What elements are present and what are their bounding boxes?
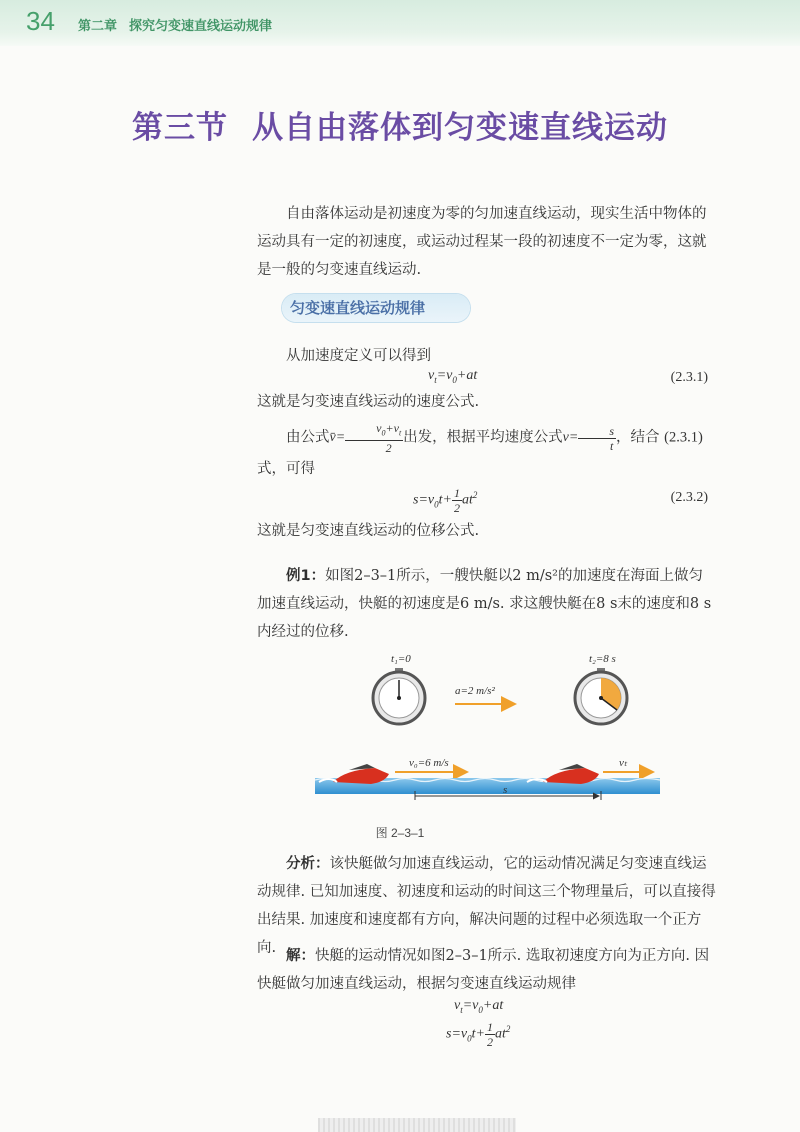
velocity-formula: $v_t=v_0+at$ [428,368,478,385]
stopwatch-end-icon [575,668,627,724]
figure-caption: 图 2–3–1 [375,826,425,840]
solution-displacement-formula: $s=v_0t+$ $\frac{1}{2}$ $at^2$ [446,1020,511,1049]
example-text: 如图2–3–1所示，一艘快艇以2 m/s²的加速度在海面上做匀加速直线运动，快艇的初速度是6 m/s. 求这艘快艇在8 s末的速度和8 s内经过的位移. [257,568,712,640]
chapter-label [78,15,284,34]
mean-velocity-fraction: $\frac{v_0+v_t}{2}$ [345,421,403,455]
analysis-label: 分析： [286,856,330,872]
half-fraction: $\frac{1}{2}$ [453,486,460,515]
section-title [0,102,800,147]
derivation-line-1: 从加速度定义可以得到 [286,348,431,364]
derivation-line-3-end: 式，可得 [257,461,315,477]
solution-paragraph [257,942,717,998]
stopwatch-start-icon [373,668,425,724]
derivation-line-3 [257,421,737,455]
text-from-formula: 由公式 [286,429,330,446]
subheading-pill: 匀变速直线运动规律 [282,294,470,322]
example-label: 例1： [286,568,326,584]
example-paragraph [257,562,717,646]
chapter-number: 第二章 [78,19,118,34]
t1-label: t₁=0 [391,653,411,665]
derivation-line-4: 这就是匀变速直线运动的位移公式. [257,523,480,539]
solution-label: 解： [286,948,315,964]
solution-half-fraction: $\frac{1}{2}$ [486,1020,493,1049]
analysis-text: 该快艇做匀加速直线运动，它的运动情况满足匀变速直线运动规律. 已知加速度、初速度和运动的时间这三个物理量后，可以直接得出结果. 加速度和速度都有方向，解决问题的过程中必须选取一个正方向. [257,856,716,956]
text-average-velocity: 出发，根据平均速度公式 [403,429,563,446]
intro-paragraph: 自由落体运动是初速度为零的匀加速直线运动，现实生活中物体的运动具有一定的初速度，或运动过程某一段的初速度不一定为零，这就是一般的匀变速直线运动. [257,206,707,278]
text-combine: ，结合 [616,429,660,446]
t2-label: t₂=8 s [589,653,616,665]
v0-label: v₀=6 m/s [409,757,449,769]
vt-label: vₜ [619,757,628,769]
derivation-line-2: 这就是匀变速直线运动的速度公式. [257,394,480,410]
average-velocity-formula: v= $\frac{s}{t}$ [562,423,615,453]
section-number: 第三节 [132,110,228,146]
section-name: 从自由落体到匀变速直线运动 [252,110,668,146]
accel-label: a=2 m/s² [455,685,495,697]
mean-velocity-formula: v̄= $\frac{v_0+v_t}{2}$ [329,421,402,456]
equation-reference: (2.3.1) [664,429,703,446]
s-label: s [503,784,508,796]
solution-text: 快艇的运动情况如图2–3–1所示. 选取初速度方向为正方向. 因快艇做匀加速直线运动，根据匀变速直线运动规律 [257,948,710,992]
page-bottom-strip [318,1118,516,1132]
solution-velocity-formula: $v_t=v_0+at$ [454,998,504,1015]
equation-number-1: (2.3.1) [670,370,708,385]
equation-number-2: (2.3.2) [670,490,708,505]
chapter-title: 探究匀变速直线运动规律 [129,19,273,34]
figure-2-3-1 [315,648,660,820]
displacement-formula: $s=v_0t+$ $\frac{1}{2}$ $at^2$ [413,486,478,515]
average-velocity-fraction: $\frac{s}{t}$ [578,424,616,453]
page-number: 34 [26,6,55,36]
